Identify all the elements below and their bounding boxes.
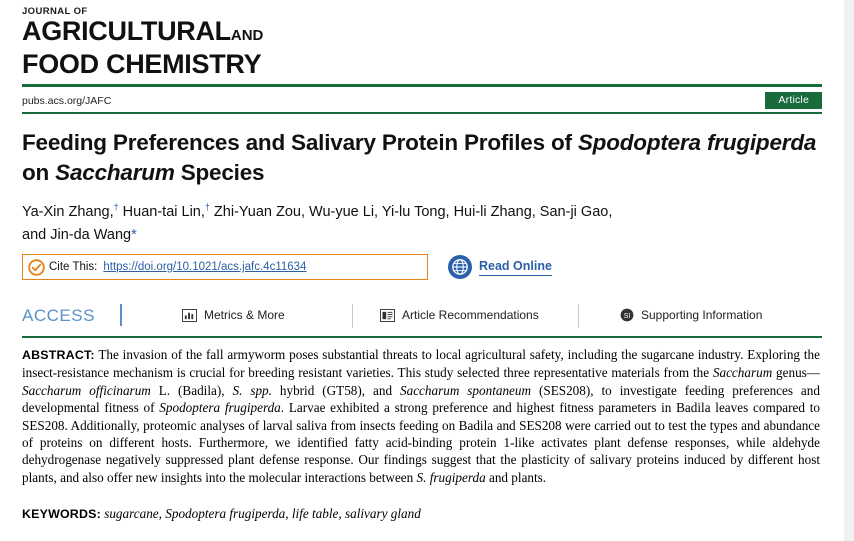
abstract-p3: L. (Badila), [150, 382, 233, 398]
abstract-p7: and plants. [485, 469, 547, 485]
page-edge [844, 0, 854, 541]
article-type-tag: Article [765, 92, 822, 109]
abstract-p1: The invasion of the fall armyworm poses substantial threats to local agricultural safety, including the sugarcane industry. Exploring the insect-resistance mechanism is crucial for breeding resistant varieties. This study selected three representative materials from the [22, 347, 820, 381]
abstract-p6: . Larvae exhibited a strong preference and highest fitness parameters in Badila leaves compared to SES208. Additionally, proteomic analyses of larval saliva from insects feeding on Badila and SES208 were carried out to test the types and abundance of proteins on different hosts. Furthermore, we identified fatty acid-binding protein 1-like activates plant defense responses, while aldehyde dehydrogenase negatively suppressed plant defense response. Our findings suggest that the plasticity of salivary proteins induced by different host plants, and also offer new insights into the molecular interactions between [22, 400, 820, 485]
globe-icon [448, 255, 472, 279]
title-mid: on [22, 160, 56, 185]
journal-url-row [22, 92, 822, 109]
author-group-4: and Jin-da Wang [22, 226, 132, 243]
title-part-1: Feeding Preferences and Salivary Protein Profiles of [22, 130, 578, 155]
author-affiliation-marker-2: † [204, 202, 210, 212]
abstract-i6: S. frugiperda [416, 469, 486, 485]
metrics-and-more-button[interactable] [182, 308, 285, 322]
title-italic-3: Saccharum [55, 160, 175, 185]
masthead-agricultural: AGRICULTURAL [22, 16, 231, 46]
bar-chart-icon [182, 309, 197, 322]
article-recommendations-button[interactable] [380, 308, 539, 322]
supporting-information-button[interactable] [620, 308, 762, 322]
masthead-line-1 [22, 17, 322, 50]
keywords-line [22, 505, 820, 523]
toolbar-divider-2 [578, 304, 579, 328]
cite-this-bar[interactable] [22, 254, 428, 280]
title-end: Species [174, 160, 265, 185]
abstract-i4: Saccharum spontaneum [400, 382, 532, 398]
journal-url[interactable]: pubs.acs.org/JAFC [22, 95, 112, 107]
access-divider [120, 304, 122, 326]
abstract-i2: Saccharum officinarum [22, 382, 151, 398]
article-recommendations-label: Article Recommendations [402, 308, 539, 322]
supporting-information-label: Supporting Information [641, 308, 763, 322]
access-rule [22, 336, 822, 338]
masthead-rule [22, 84, 822, 87]
journal-masthead [22, 6, 322, 79]
metrics-and-more-label: Metrics & More [204, 308, 285, 322]
article-icon [380, 309, 395, 322]
title-italic-2: frugiperda [706, 130, 817, 155]
abstract-p2: genus— [772, 365, 820, 381]
masthead-line-2: FOOD CHEMISTRY [22, 49, 262, 79]
masthead-and: AND [230, 27, 264, 44]
si-circle-icon [620, 308, 634, 322]
keywords-rest: , life table, salivary gland [285, 506, 421, 521]
author-group-3: Zhi-Yuan Zou, Wu-yue Li, Yi-lu Tong, Hui-li Zhang, San-ji Gao, [209, 203, 613, 220]
read-online-label: Read Online [479, 259, 552, 276]
access-label[interactable]: ACCESS [22, 306, 95, 325]
check-circle-icon [23, 256, 49, 279]
author-affiliation-marker-1: † [113, 202, 119, 212]
corresponding-author-marker: * [131, 226, 137, 243]
access-toolbar [22, 302, 822, 336]
read-online-button[interactable] [448, 252, 566, 282]
abstract-p5: (SES208), to investigate feeding preferences and developmental fitness of [22, 382, 820, 416]
abstract-i5: Spodoptera frugiperda [159, 400, 281, 416]
title-italic-1: Spodoptera [577, 130, 701, 155]
keywords-heading: KEYWORDS: [22, 507, 101, 521]
abstract-p4: hybrid (GT58), and [271, 382, 401, 398]
url-rule [22, 112, 822, 114]
abstract-i1: Saccharum [712, 365, 773, 381]
abstract-text [22, 346, 820, 486]
keywords-plain-1: sugarcane, [100, 506, 166, 521]
masthead-journal-word: JOURNAL OF [22, 6, 88, 17]
cite-doi-link[interactable]: https://doi.org/10.1021/acs.jafc.4c11634 [103, 261, 307, 273]
abstract-heading: ABSTRACT: [22, 348, 95, 362]
author-list [22, 196, 822, 247]
svg-text:SI: SI [623, 312, 631, 320]
author-group-1: Ya-Xin Zhang, [22, 203, 114, 220]
toolbar-divider-1 [352, 304, 353, 328]
abstract-i3: S. spp. [232, 382, 272, 398]
cite-this-label: Cite This: [49, 261, 98, 273]
page-title [22, 128, 822, 188]
author-group-2: Huan-tai Lin, [118, 203, 205, 220]
keywords-italic: Spodoptera frugiperda [165, 506, 286, 521]
